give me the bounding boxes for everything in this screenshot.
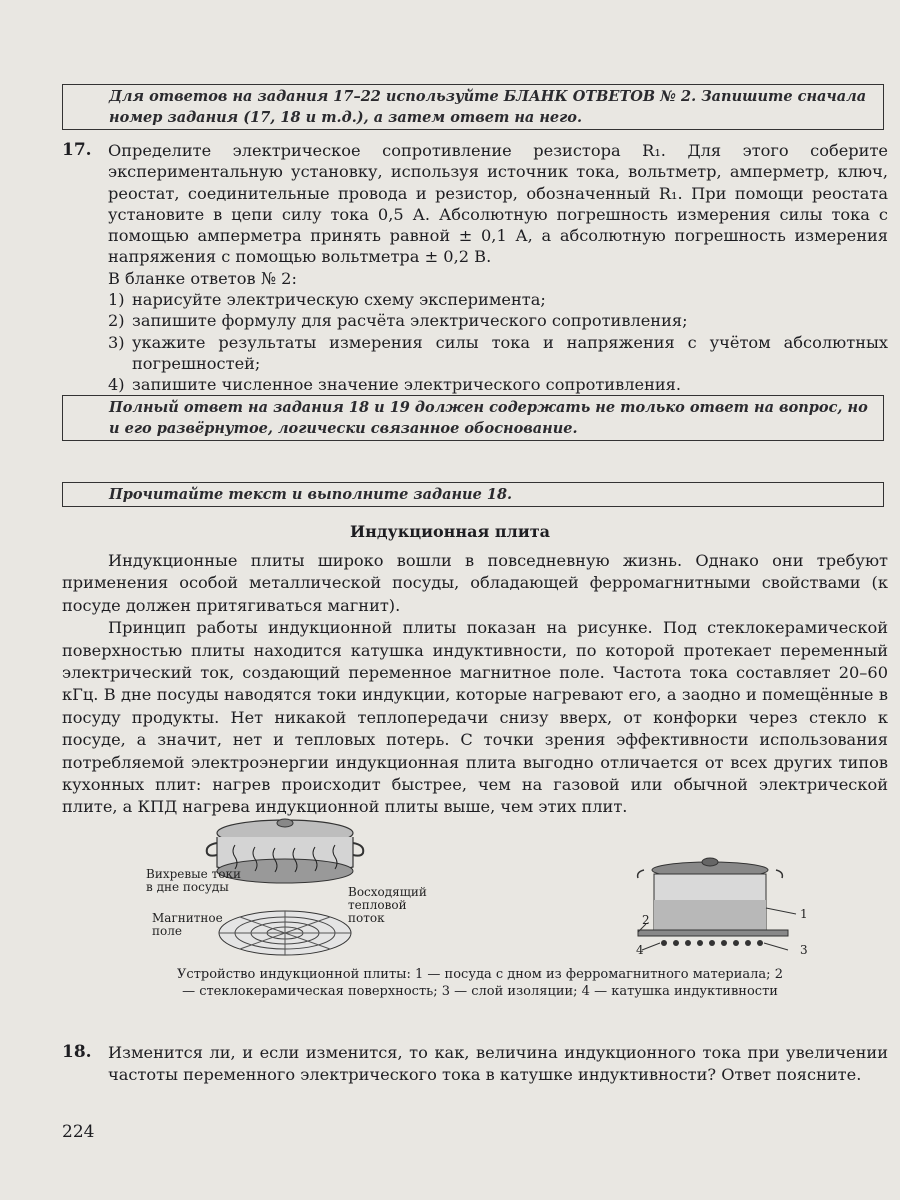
- task-17-lead: В бланке ответов № 2:: [108, 268, 297, 288]
- eddy-currents-label: Вихревые токи в дне посуды: [146, 867, 241, 894]
- article-title: Индукционная плита: [350, 522, 550, 541]
- step-number: 3): [108, 332, 125, 352]
- task-17-intro: Определите электрическое сопротивление резистора R₁. Для этого соберите экспериментальную установку, используя источник тока, вольтметр, амперметр, ключ, реостат, соединительные провода и резистор, обозначенный R₁. При помощи реостата установите в цепи силу тока 0,5 А. Абсолютную погрешность измерения силы тока с помощью амперметра принять равной ± 0,1 А, а абсолютную погрешность измерения напряжения с помощью вольтметра ± 0,2 В.: [108, 141, 888, 267]
- task-17-number: 17.: [62, 140, 92, 160]
- magnetic-field-label: Магнитное поле: [152, 911, 223, 938]
- list-item: [108, 332, 888, 375]
- step-number: 2): [108, 311, 125, 331]
- read-text-notice: Прочитайте текст и выполните задание 18.: [62, 482, 884, 507]
- step-text: запишите численное значение электрического сопротивления.: [132, 375, 681, 395]
- list-item: [108, 310, 888, 331]
- callout-3: 3: [800, 943, 808, 957]
- task-17-steps: [108, 289, 888, 395]
- figure-caption: Устройство индукционной плиты: 1 — посуда с дном из ферромагнитного материала; 2 — стеклокерамическая поверхность; 3 — слой изоляции; 4 — катушка индуктивности: [177, 967, 783, 999]
- step-text: нарисуйте электрическую схему эксперимента;: [132, 290, 546, 310]
- callout-1: 1: [800, 907, 808, 921]
- task-17: [108, 140, 888, 396]
- callout-2: 2: [642, 913, 650, 927]
- step-text: запишите формулу для расчёта электрического сопротивления;: [132, 311, 688, 331]
- list-item: [108, 374, 888, 395]
- task-18-number: 18.: [62, 1042, 92, 1062]
- answer-form-notice: Для ответов на задания 17–22 используйте БЛАНК ОТВЕТОВ № 2. Запишите сначала номер задания (17, 18 и т.д.), а затем ответ на него.: [62, 84, 884, 130]
- heat-flow-label: Восходящий тепловой поток: [348, 885, 427, 925]
- task-18-text: Изменится ли, и если изменится, то как, величина индукционного тока при увеличении частоты переменного электрического тока в катушке индуктивности? Ответ поясните.: [108, 1043, 888, 1085]
- induction-cooker-diagram: [630, 850, 810, 960]
- step-number: 1): [108, 290, 125, 310]
- article-paragraph-1: Индукционные плиты широко вошли в повседневную жизнь. Однако они требуют применения особой металлической посуды, обладающей ферромагнитными свойствами (к посуде должен притягиваться магнит).: [62, 551, 888, 615]
- article-text: [62, 550, 888, 819]
- step-text: укажите результаты измерения силы тока и напряжения с учётом абсолютных погрешностей;: [132, 332, 888, 373]
- full-answer-notice: Полный ответ на задания 18 и 19 должен содержать не только ответ на вопрос, но и его развёрнутое, логически связанное обоснование.: [62, 395, 884, 441]
- article-paragraph-2: Принцип работы индукционной плиты показан на рисунке. Под стеклокерамической поверхностью плиты находится катушка индуктивности, по которой протекает переменный электрический ток, создающий переменное магнитное поле. Частота тока составляет 20–60 кГц. В дне посуды наводятся токи индукции, которые нагревают его, а заодно и помещённые в посуду продукты. Нет никакой теплопередачи снизу вверх, от конфорки через стекло к посуде, а значит, нет и тепловых потерь. С точки зрения эффективности использования потребляемой электроэнергии индукционная плита выгодно отличается от всех других типов кухонных плит: нагрев происходит быстрее, чем на газовой или обычной электрической плите, а КПД нагрева индукционной плиты выше, чем этих плит.: [62, 618, 888, 817]
- step-number: 4): [108, 375, 125, 395]
- page-number: 224: [62, 1122, 95, 1142]
- list-item: [108, 289, 888, 310]
- callout-4: 4: [636, 943, 644, 957]
